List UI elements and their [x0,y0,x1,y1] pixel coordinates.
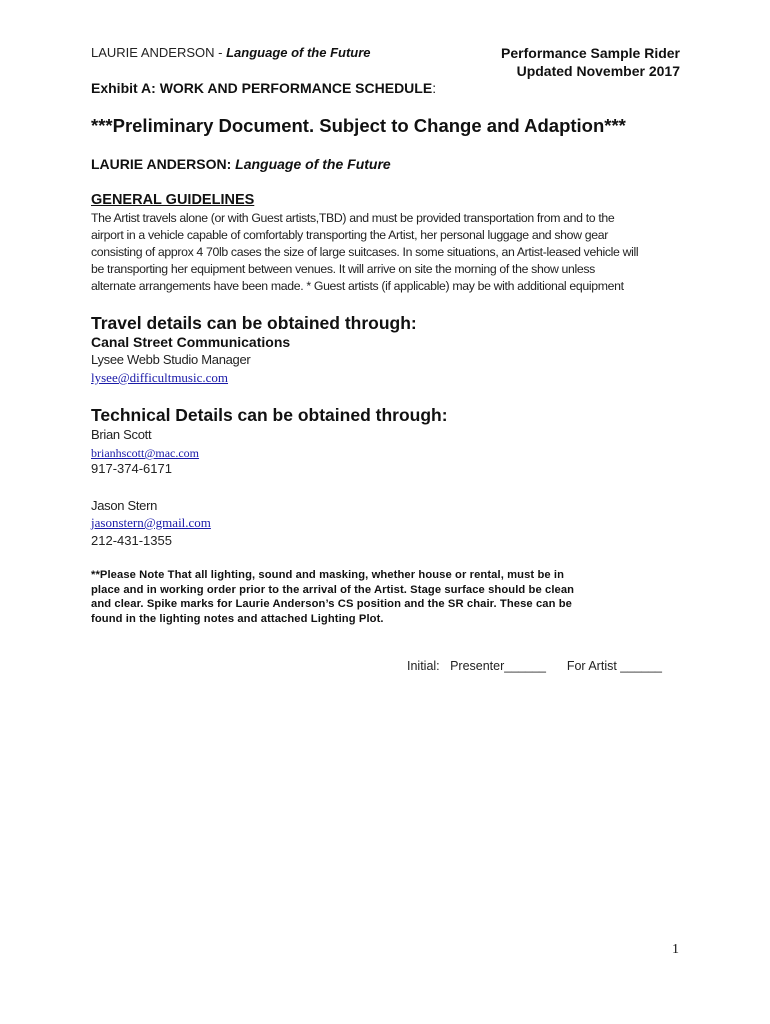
exhibit-colon: : [432,80,437,96]
guidelines-line: be transporting her equipment between venues. It will arrive on site the morning of the show unless [91,262,595,276]
header-rider-title: Performance Sample Rider [501,45,680,61]
note-line: place and in working order prior to the arrival of the Artist. Stage surface should be clean [91,583,575,596]
travel-company: Canal Street Communications [91,334,291,350]
header-work-title: Language of the Future [226,45,371,60]
exhibit-heading [91,80,436,96]
exhibit-label: Exhibit A: WORK AND PERFORMANCE SCHEDULE [91,80,433,96]
travel-heading: Travel details can be obtained through: [91,313,417,333]
work-title: Language of the Future [235,156,391,172]
technical-heading: Technical Details can be obtained through: [91,405,448,425]
travel-contact: Lysee Webb Studio Manager [91,352,251,367]
tech-contact-name: Brian Scott [91,427,152,442]
guidelines-line: The Artist travels alone (or with Guest artists,TBD) and must be provided transportation from and to the [91,211,615,225]
lighting-note [91,568,676,626]
tech-contact-email-link[interactable]: jasonstern@gmail.com [91,515,211,530]
guidelines-line: airport in a vehicle capable of comfortably transporting the Artist, her personal luggage and show gear [91,228,608,242]
preliminary-notice: ***Preliminary Document. Subject to Change and Adaption*** [91,115,626,136]
general-guidelines-body [91,210,676,295]
guidelines-line: alternate arrangements have been made. * Guest artists (if applicable) may be with additional equipment [91,279,624,293]
tech-contact-phone: 212-431-1355 [91,533,172,548]
note-line: **Please Note That all lighting, sound and masking, whether house or rental, must be in [91,569,565,581]
travel-email-link[interactable]: lysee@difficultmusic.com [91,370,229,385]
tech-contact-phone: 917-374-6171 [91,461,172,476]
tech-contact-email-link[interactable]: brianhscott@mac.com [91,446,200,460]
note-line: found in the lighting notes and attached Lighting Plot. [91,612,384,625]
initials-line: Initial: Presenter______ For Artist ______ [407,659,663,673]
general-guidelines-heading: GENERAL GUIDELINES [91,192,255,208]
guidelines-line: consisting of approx 4 70lb cases the size of large suitcases. In some situations, an Artist-leased vehicle will [91,245,639,259]
header-artist-prefix: LAURIE ANDERSON - [91,45,227,60]
note-line: and clear. Spike marks for Laurie Anderson’s CS position and the SR chair. These can be [91,598,572,610]
tech-contact-name: Jason Stern [91,498,158,513]
header-left [91,45,371,60]
artist-name: LAURIE ANDERSON: [91,156,236,172]
header-updated-date: Updated November 2017 [516,63,680,79]
artist-work-line [91,156,391,172]
page-number: 1 [672,942,679,957]
